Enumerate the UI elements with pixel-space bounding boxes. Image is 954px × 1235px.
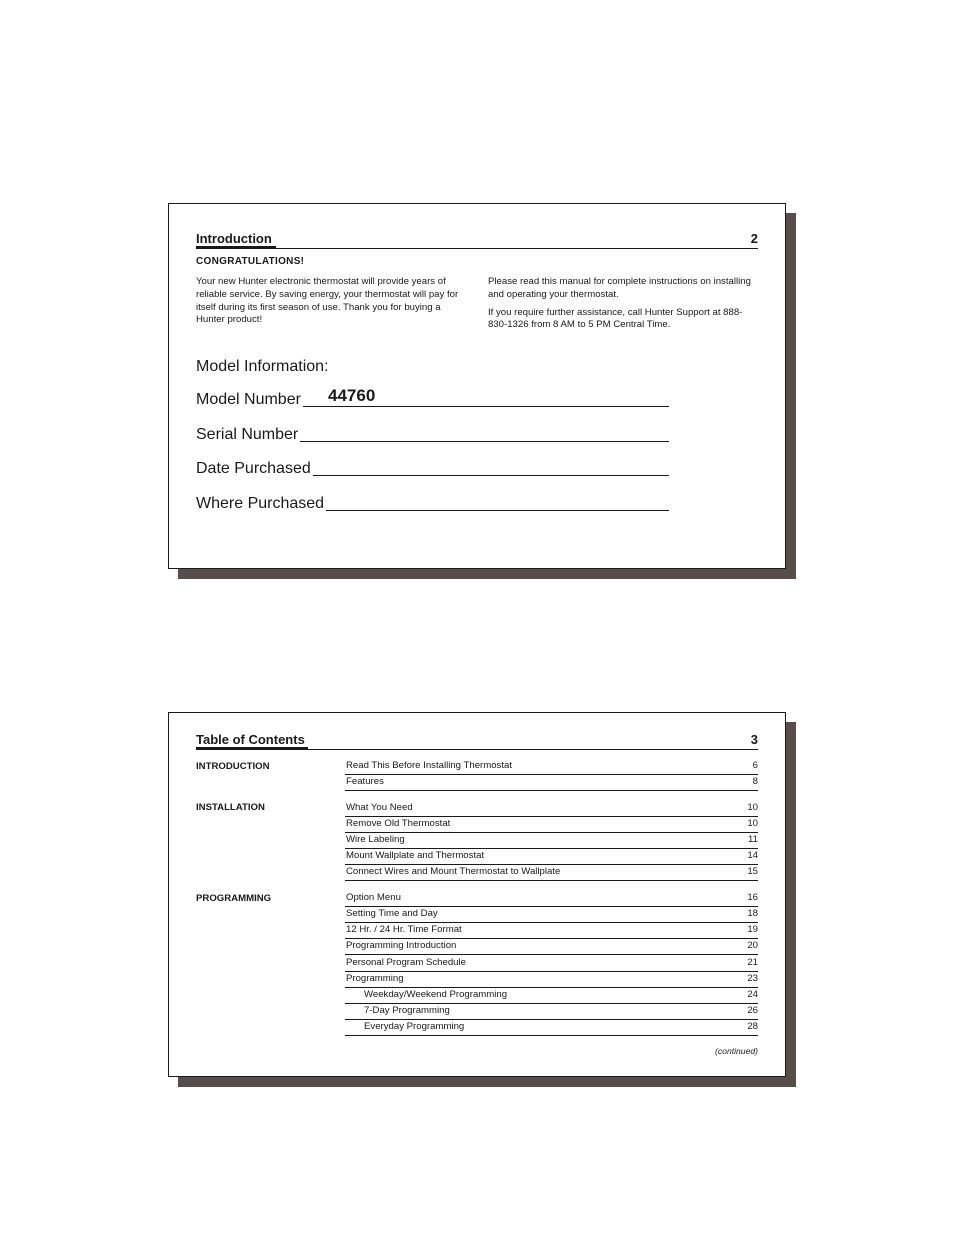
toc-entry-title: Wire Labeling (346, 834, 405, 845)
toc-entry-title: Personal Program Schedule (346, 957, 466, 968)
toc-entry-page: 23 (747, 973, 758, 984)
field-label: Where Purchased (196, 495, 325, 512)
field-label: Date Purchased (196, 460, 311, 477)
title-underline (196, 246, 276, 248)
toc-entry-title: Programming (346, 973, 404, 984)
toc-entry-page: 24 (747, 989, 758, 1000)
toc-entry[interactable] (345, 848, 758, 865)
toc-entry-page: 14 (747, 850, 758, 861)
toc-entry-title: Option Menu (346, 892, 401, 903)
page-number: 3 (750, 732, 758, 747)
toc-entry-page: 16 (747, 892, 758, 903)
toc-entry-page: 15 (747, 866, 758, 877)
toc-entry[interactable] (345, 832, 758, 849)
congratulations-heading: CONGRATULATIONS! (196, 256, 305, 267)
toc-entry-title: 12 Hr. / 24 Hr. Time Format (346, 924, 462, 935)
where-purchased-field (196, 493, 669, 515)
toc-entry-title: Connect Wires and Mount Thermostat to Wallplate (346, 866, 561, 877)
toc-entry-title: Mount Wallplate and Thermostat (346, 850, 485, 861)
toc-entry[interactable] (345, 800, 758, 817)
toc-entry-page: 20 (747, 940, 758, 951)
toc-entry-page: 19 (747, 924, 758, 935)
model-number-value: 44760 (328, 386, 376, 405)
serial-number-field (196, 424, 669, 446)
toc-entry-title: Setting Time and Day (346, 908, 438, 919)
toc-entry-page: 26 (747, 1005, 758, 1016)
toc-entry-title: Features (346, 776, 384, 787)
toc-section-installation: INSTALLATION (196, 802, 265, 813)
toc-entry-title: 7-Day Programming (364, 1005, 450, 1016)
toc-entry[interactable] (345, 1019, 758, 1036)
toc-entry-title: Everyday Programming (364, 1021, 465, 1032)
page-title: Introduction (196, 231, 272, 246)
page-title: Table of Contents (196, 732, 305, 747)
field-line (317, 510, 669, 511)
intro-left-column (196, 276, 466, 332)
page-header (196, 230, 758, 249)
toc-section-introduction: INTRODUCTION (196, 761, 270, 772)
toc-entry-title: Remove Old Thermostat (346, 818, 451, 829)
toc-entry-page: 21 (747, 957, 758, 968)
toc-page (168, 712, 786, 1088)
toc-entry-page: 10 (747, 818, 758, 829)
toc-entry[interactable] (345, 922, 758, 939)
intro-paragraph: Your new Hunter electronic thermostat will provide years of reliable service. By saving energy, your thermostat will pay for itself during its first season of use. Thank you for buying a Hunter product! (196, 276, 459, 326)
toc-entry[interactable] (345, 1003, 758, 1020)
continued-note: (continued) (715, 1046, 758, 1056)
intro-page (168, 203, 786, 579)
toc-entry-title: Programming Introduction (346, 940, 457, 951)
toc-entry[interactable] (345, 987, 758, 1004)
field-label: Serial Number (196, 426, 299, 443)
toc-entry-title: Weekday/Weekend Programming (364, 989, 508, 1000)
toc-entry-page: 11 (748, 834, 758, 845)
toc-entry[interactable] (345, 971, 758, 988)
toc-entry-title: What You Need (346, 802, 413, 813)
manual-note: Please read this manual for complete instructions on installing and operating your thermostat. (488, 276, 751, 300)
toc-entry[interactable] (345, 938, 758, 955)
intro-page-body (168, 203, 786, 569)
toc-entry-page: 6 (752, 760, 758, 771)
toc-entry[interactable] (345, 816, 758, 833)
toc-section-programming: PROGRAMMING (196, 893, 272, 904)
toc-entry-page: 10 (747, 802, 758, 813)
field-line (308, 475, 669, 476)
date-purchased-field (196, 458, 669, 480)
toc-entry[interactable] (345, 906, 758, 923)
toc-entry-page: 8 (752, 776, 758, 787)
toc-entry-title: Read This Before Installing Thermostat (346, 760, 513, 771)
field-label: Model Number (196, 391, 301, 408)
title-underline (196, 747, 308, 749)
field-line (291, 441, 669, 442)
page-number: 2 (750, 231, 758, 246)
model-info-heading: Model Information: (196, 358, 329, 375)
toc-entry[interactable] (345, 758, 758, 775)
page-header (196, 731, 758, 750)
toc-entry[interactable] (345, 774, 758, 791)
model-number-field (196, 386, 669, 411)
toc-entry-page: 28 (747, 1021, 758, 1032)
toc-entry[interactable] (345, 890, 758, 907)
toc-entry[interactable] (345, 864, 758, 881)
toc-entry-page: 18 (747, 908, 758, 919)
intro-right-column (488, 276, 758, 337)
support-note: If you require further assistance, call Hunter Support at 888-830-1326 from 8 AM to 5 PM Central Time. (488, 306, 743, 331)
toc-entry[interactable] (345, 955, 758, 972)
field-line (299, 406, 669, 407)
toc-page-body (168, 712, 786, 1077)
